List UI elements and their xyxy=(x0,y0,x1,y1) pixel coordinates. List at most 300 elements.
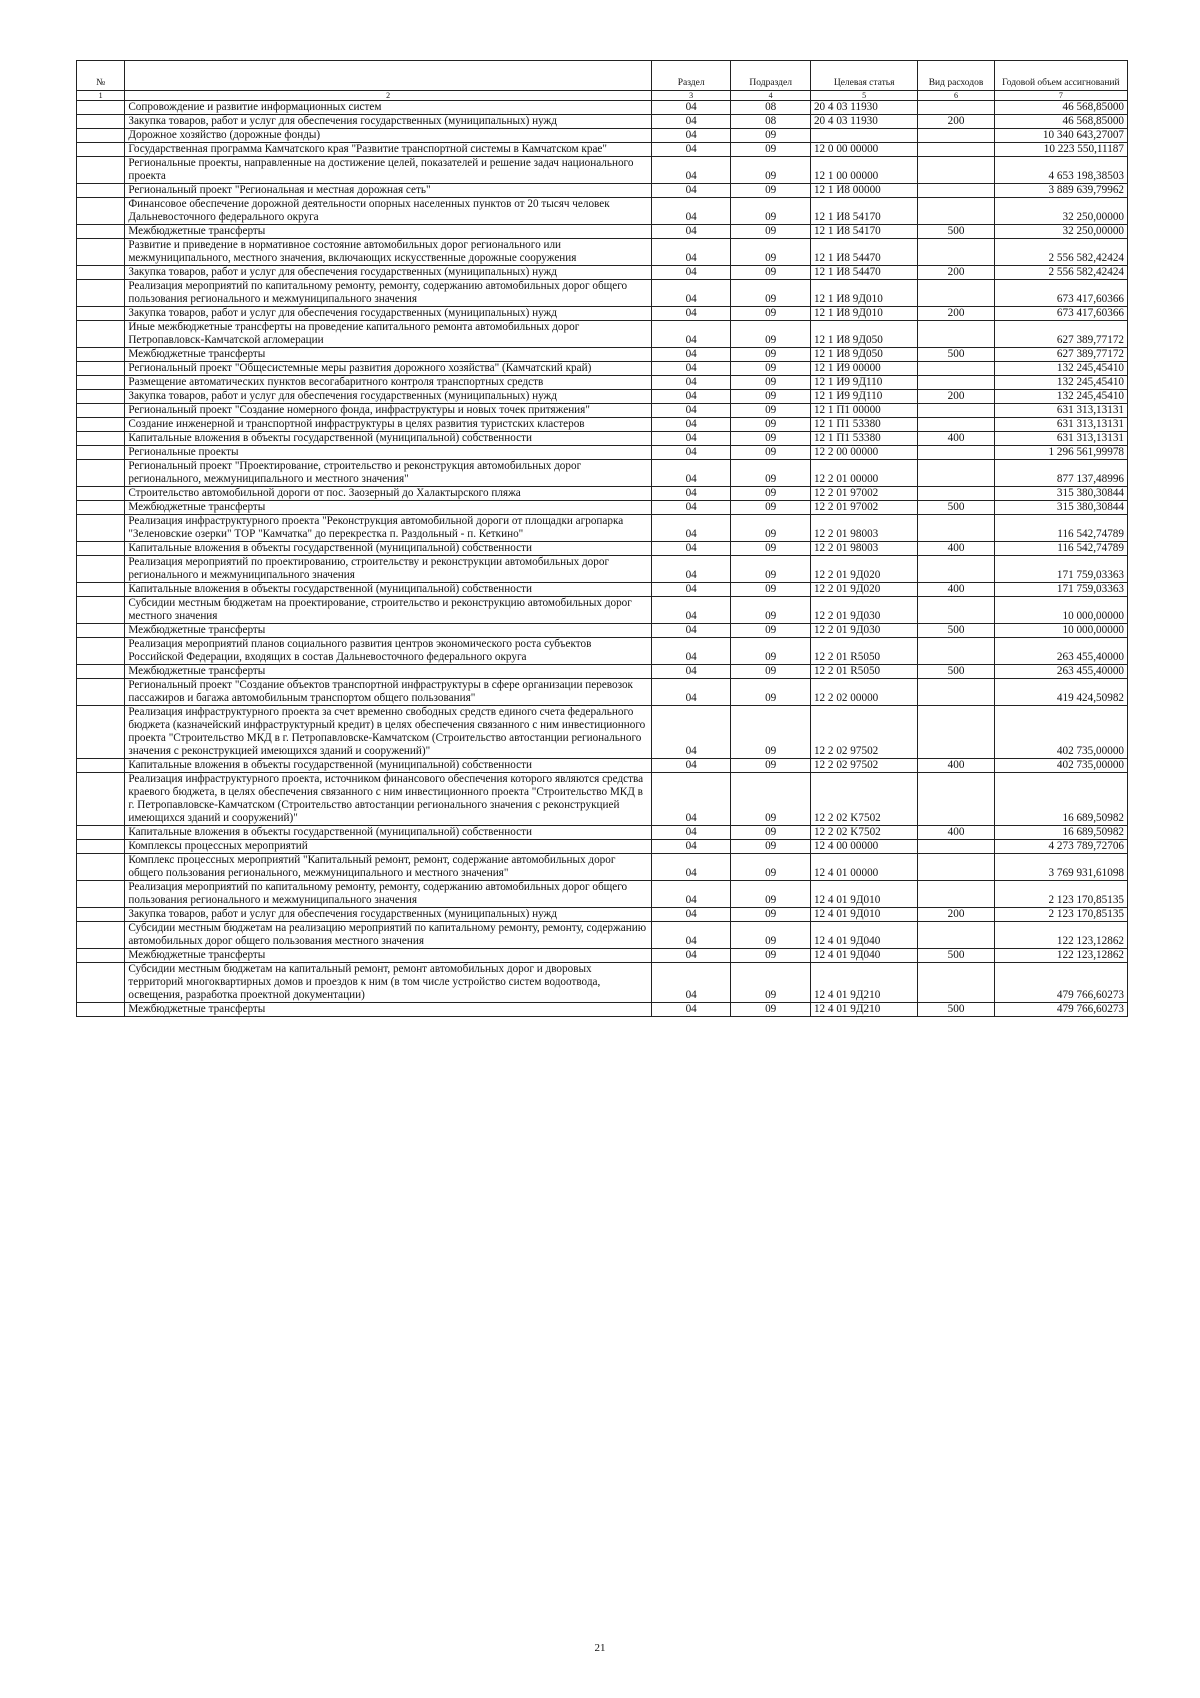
row-name: Межбюджетные трансферты xyxy=(125,1003,652,1017)
row-amount: 122 123,12862 xyxy=(994,922,1127,949)
row-target-item: 12 1 И8 54470 xyxy=(810,239,917,266)
row-number-cell xyxy=(77,922,125,949)
row-subsection: 09 xyxy=(731,321,811,348)
row-target-item: 12 1 И8 9Д010 xyxy=(810,280,917,307)
row-section: 04 xyxy=(651,280,731,307)
row-subsection: 09 xyxy=(731,501,811,515)
row-number-cell xyxy=(77,129,125,143)
row-amount: 3 769 931,61098 xyxy=(994,854,1127,881)
row-expense-type xyxy=(918,515,994,542)
table-row xyxy=(77,908,1128,922)
row-number-cell xyxy=(77,307,125,321)
row-expense-type: 200 xyxy=(918,266,994,280)
row-number-cell xyxy=(77,840,125,854)
row-subsection: 09 xyxy=(731,225,811,239)
row-target-item: 12 2 02 K7502 xyxy=(810,773,917,826)
row-subsection: 09 xyxy=(731,280,811,307)
row-number-cell xyxy=(77,184,125,198)
row-name: Реализация инфраструктурного проекта "Реконструкция автомобильной дороги от площадки агропарка "Зеленовские озерки" ТОР "Камчатка" до перекрестка п. Раздольный - п. Кеткино" xyxy=(125,515,652,542)
row-target-item: 12 2 02 K7502 xyxy=(810,826,917,840)
table-row xyxy=(77,542,1128,556)
table-row xyxy=(77,881,1128,908)
row-section: 04 xyxy=(651,362,731,376)
row-amount: 3 889 639,79962 xyxy=(994,184,1127,198)
row-amount: 4 273 789,72706 xyxy=(994,840,1127,854)
row-name: Реализация инфраструктурного проекта за счет временно свободных средств единого счета федерального бюджета (казначейский инфраструктурный кредит) в целях обеспечения связанного с ним инвестиционного проекта "Строительство МКД в г. Петропавловске-Камчатском (Строительство автостанции регионального значения с реконструкцией имеющихся зданий и сооружений)" xyxy=(125,706,652,759)
table-row xyxy=(77,759,1128,773)
row-section: 04 xyxy=(651,348,731,362)
header-row xyxy=(77,61,1128,91)
row-section: 04 xyxy=(651,515,731,542)
row-subsection: 09 xyxy=(731,418,811,432)
row-subsection: 09 xyxy=(731,679,811,706)
col-number: 3 xyxy=(651,91,731,101)
row-expense-type xyxy=(918,198,994,225)
row-amount: 16 689,50982 xyxy=(994,773,1127,826)
row-target-item: 12 4 01 9Д210 xyxy=(810,963,917,1003)
row-target-item: 12 1 00 00000 xyxy=(810,157,917,184)
row-subsection: 09 xyxy=(731,542,811,556)
row-target-item: 12 2 01 98003 xyxy=(810,515,917,542)
row-amount: 2 123 170,85135 xyxy=(994,881,1127,908)
row-number-cell xyxy=(77,239,125,266)
row-subsection: 09 xyxy=(731,446,811,460)
row-subsection: 09 xyxy=(731,908,811,922)
row-section: 04 xyxy=(651,949,731,963)
row-number-cell xyxy=(77,143,125,157)
row-number-cell xyxy=(77,706,125,759)
table-row xyxy=(77,376,1128,390)
row-expense-type: 200 xyxy=(918,307,994,321)
row-number-cell xyxy=(77,515,125,542)
row-subsection: 09 xyxy=(731,266,811,280)
table-row xyxy=(77,515,1128,542)
row-name: Региональный проект "Создание номерного фонда, инфраструктуры и новых точек притяжения" xyxy=(125,404,652,418)
row-name: Региональные проекты, направленные на достижение целей, показателей и решение задач национального проекта xyxy=(125,157,652,184)
col-header-expense-type: Вид расходов xyxy=(918,61,994,91)
row-section: 04 xyxy=(651,840,731,854)
row-expense-type: 200 xyxy=(918,115,994,129)
row-section: 04 xyxy=(651,404,731,418)
row-expense-type xyxy=(918,280,994,307)
column-number-row xyxy=(77,91,1128,101)
row-name: Создание инженерной и транспортной инфраструктуры в целях развития туристских кластеров xyxy=(125,418,652,432)
row-number-cell xyxy=(77,665,125,679)
row-expense-type xyxy=(918,101,994,115)
row-name: Региональный проект "Региональная и местная дорожная сеть" xyxy=(125,184,652,198)
row-number-cell xyxy=(77,225,125,239)
row-expense-type xyxy=(918,922,994,949)
row-amount: 631 313,13131 xyxy=(994,418,1127,432)
row-amount: 315 380,30844 xyxy=(994,501,1127,515)
row-amount: 2 556 582,42424 xyxy=(994,239,1127,266)
row-amount: 10 223 550,11187 xyxy=(994,143,1127,157)
row-number-cell xyxy=(77,773,125,826)
row-section: 04 xyxy=(651,854,731,881)
table-row xyxy=(77,143,1128,157)
row-number-cell xyxy=(77,157,125,184)
row-expense-type: 400 xyxy=(918,826,994,840)
table-body xyxy=(77,101,1128,1017)
row-section: 04 xyxy=(651,418,731,432)
row-target-item: 20 4 03 11930 xyxy=(810,101,917,115)
row-amount: 46 568,85000 xyxy=(994,101,1127,115)
row-subsection: 09 xyxy=(731,515,811,542)
row-name: Межбюджетные трансферты xyxy=(125,225,652,239)
row-number-cell xyxy=(77,963,125,1003)
row-section: 04 xyxy=(651,198,731,225)
row-number-cell xyxy=(77,418,125,432)
row-subsection: 09 xyxy=(731,963,811,1003)
row-section: 04 xyxy=(651,129,731,143)
row-expense-type xyxy=(918,638,994,665)
row-amount: 10 340 643,27007 xyxy=(994,129,1127,143)
row-subsection: 09 xyxy=(731,597,811,624)
table-row xyxy=(77,963,1128,1003)
row-number-cell xyxy=(77,597,125,624)
row-number-cell xyxy=(77,432,125,446)
row-number-cell xyxy=(77,348,125,362)
row-target-item: 12 1 И9 9Д110 xyxy=(810,390,917,404)
row-target-item: 12 4 01 9Д010 xyxy=(810,908,917,922)
row-expense-type: 500 xyxy=(918,348,994,362)
row-subsection: 09 xyxy=(731,198,811,225)
row-target-item: 12 1 И9 00000 xyxy=(810,362,917,376)
table-row xyxy=(77,583,1128,597)
row-name: Комплексы процессных мероприятий xyxy=(125,840,652,854)
row-number-cell xyxy=(77,638,125,665)
row-target-item: 12 2 00 00000 xyxy=(810,446,917,460)
row-target-item xyxy=(810,129,917,143)
row-name: Капитальные вложения в объекты государственной (муниципальной) собственности xyxy=(125,542,652,556)
col-number: 5 xyxy=(810,91,917,101)
row-expense-type xyxy=(918,129,994,143)
row-number-cell xyxy=(77,542,125,556)
row-expense-type: 500 xyxy=(918,501,994,515)
row-name: Межбюджетные трансферты xyxy=(125,665,652,679)
row-section: 04 xyxy=(651,881,731,908)
table-row xyxy=(77,184,1128,198)
row-subsection: 09 xyxy=(731,759,811,773)
row-number-cell xyxy=(77,1003,125,1017)
row-name: Межбюджетные трансферты xyxy=(125,501,652,515)
row-section: 04 xyxy=(651,665,731,679)
table-row xyxy=(77,840,1128,854)
row-name: Региональный проект "Создание объектов транспортной инфраструктуры в сфере организации перевозок пассажиров и багажа автомобильным транспортом общего пользования" xyxy=(125,679,652,706)
row-subsection: 09 xyxy=(731,665,811,679)
budget-sheet xyxy=(76,60,1128,1017)
col-number: 4 xyxy=(731,91,811,101)
table-row xyxy=(77,129,1128,143)
row-name: Региональный проект "Общесистемные меры развития дорожного хозяйства" (Камчатский край) xyxy=(125,362,652,376)
row-subsection: 09 xyxy=(731,432,811,446)
row-expense-type xyxy=(918,446,994,460)
row-subsection: 09 xyxy=(731,624,811,638)
table-row xyxy=(77,638,1128,665)
row-amount: 419 424,50982 xyxy=(994,679,1127,706)
row-section: 04 xyxy=(651,501,731,515)
row-name: Закупка товаров, работ и услуг для обеспечения государственных (муниципальных) нужд xyxy=(125,390,652,404)
col-header-target-item: Целевая статья xyxy=(810,61,917,91)
row-subsection: 09 xyxy=(731,157,811,184)
table-row xyxy=(77,239,1128,266)
row-name: Дорожное хозяйство (дорожные фонды) xyxy=(125,129,652,143)
row-name: Межбюджетные трансферты xyxy=(125,348,652,362)
row-subsection: 09 xyxy=(731,390,811,404)
row-number-cell xyxy=(77,404,125,418)
row-target-item: 12 1 И8 9Д050 xyxy=(810,321,917,348)
row-expense-type xyxy=(918,143,994,157)
row-expense-type: 400 xyxy=(918,583,994,597)
col-header-number: № xyxy=(77,61,125,91)
row-subsection: 09 xyxy=(731,1003,811,1017)
col-header-section: Раздел xyxy=(651,61,731,91)
row-amount: 171 759,03363 xyxy=(994,556,1127,583)
row-target-item: 12 2 02 97502 xyxy=(810,759,917,773)
row-number-cell xyxy=(77,376,125,390)
row-expense-type xyxy=(918,881,994,908)
col-number: 6 xyxy=(918,91,994,101)
row-expense-type xyxy=(918,854,994,881)
row-name: Реализация мероприятий по проектированию, строительству и реконструкции автомобильных дорог регионального и межмуниципального значения xyxy=(125,556,652,583)
row-amount: 46 568,85000 xyxy=(994,115,1127,129)
row-name: Капитальные вложения в объекты государственной (муниципальной) собственности xyxy=(125,826,652,840)
row-expense-type xyxy=(918,597,994,624)
row-amount: 627 389,77172 xyxy=(994,348,1127,362)
budget-table xyxy=(76,60,1128,1017)
row-expense-type: 200 xyxy=(918,390,994,404)
row-target-item: 12 1 И8 54170 xyxy=(810,225,917,239)
row-amount: 132 245,45410 xyxy=(994,390,1127,404)
row-number-cell xyxy=(77,487,125,501)
row-target-item: 20 4 03 11930 xyxy=(810,115,917,129)
row-amount: 171 759,03363 xyxy=(994,583,1127,597)
row-section: 04 xyxy=(651,922,731,949)
row-target-item: 12 1 П1 53380 xyxy=(810,418,917,432)
row-target-item: 12 4 01 00000 xyxy=(810,854,917,881)
row-name: Субсидии местным бюджетам на проектирование, строительство и реконструкцию автомобильных дорог местного значения xyxy=(125,597,652,624)
row-name: Реализация мероприятий планов социального развития центров экономического роста субъектов Российской Федерации, входящих в состав Дальневосточного федерального округа xyxy=(125,638,652,665)
row-subsection: 09 xyxy=(731,487,811,501)
row-expense-type xyxy=(918,679,994,706)
row-amount: 2 556 582,42424 xyxy=(994,266,1127,280)
row-subsection: 09 xyxy=(731,362,811,376)
row-expense-type: 500 xyxy=(918,624,994,638)
table-row xyxy=(77,446,1128,460)
row-expense-type xyxy=(918,556,994,583)
row-subsection: 09 xyxy=(731,239,811,266)
row-name: Реализация мероприятий по капитальному ремонту, ремонту, содержанию автомобильных дорог общего пользования регионального и межмуниципального значения xyxy=(125,881,652,908)
table-row xyxy=(77,157,1128,184)
table-row xyxy=(77,418,1128,432)
row-number-cell xyxy=(77,390,125,404)
table-row xyxy=(77,922,1128,949)
table-row xyxy=(77,706,1128,759)
row-target-item: 12 1 И8 9Д050 xyxy=(810,348,917,362)
row-expense-type xyxy=(918,418,994,432)
row-subsection: 09 xyxy=(731,404,811,418)
row-section: 04 xyxy=(651,542,731,556)
row-expense-type xyxy=(918,963,994,1003)
table-row xyxy=(77,624,1128,638)
col-number: 2 xyxy=(125,91,652,101)
row-expense-type xyxy=(918,362,994,376)
row-number-cell xyxy=(77,101,125,115)
row-number-cell xyxy=(77,583,125,597)
row-amount: 263 455,40000 xyxy=(994,638,1127,665)
row-number-cell xyxy=(77,198,125,225)
row-target-item: 12 1 П1 53380 xyxy=(810,432,917,446)
row-name: Капитальные вложения в объекты государственной (муниципальной) собственности xyxy=(125,432,652,446)
row-name: Финансовое обеспечение дорожной деятельности опорных населенных пунктов от 20 тысяч человек Дальневосточного федерального округа xyxy=(125,198,652,225)
row-subsection: 09 xyxy=(731,881,811,908)
row-amount: 116 542,74789 xyxy=(994,515,1127,542)
row-name: Сопровождение и развитие информационных систем xyxy=(125,101,652,115)
table-row xyxy=(77,307,1128,321)
row-number-cell xyxy=(77,556,125,583)
row-target-item: 12 4 00 00000 xyxy=(810,840,917,854)
row-target-item: 12 2 01 97002 xyxy=(810,487,917,501)
table-row xyxy=(77,101,1128,115)
row-expense-type xyxy=(918,840,994,854)
row-number-cell xyxy=(77,759,125,773)
row-section: 04 xyxy=(651,556,731,583)
table-row xyxy=(77,1003,1128,1017)
row-subsection: 09 xyxy=(731,840,811,854)
row-number-cell xyxy=(77,908,125,922)
table-row xyxy=(77,854,1128,881)
row-section: 04 xyxy=(651,597,731,624)
row-section: 04 xyxy=(651,184,731,198)
row-expense-type: 500 xyxy=(918,665,994,679)
row-name: Комплекс процессных мероприятий "Капитальный ремонт, ремонт, содержание автомобильных дорог общего пользования регионального, межмуниципального и местного значения" xyxy=(125,854,652,881)
row-number-cell xyxy=(77,266,125,280)
row-name: Государственная программа Камчатского края "Развитие транспортной системы в Камчатском крае" xyxy=(125,143,652,157)
row-amount: 479 766,60273 xyxy=(994,963,1127,1003)
row-number-cell xyxy=(77,881,125,908)
row-name: Развитие и приведение в нормативное состояние автомобильных дорог регионального или межмуниципального, местного значения, включающих искусственные дорожные сооружения xyxy=(125,239,652,266)
row-name: Капитальные вложения в объекты государственной (муниципальной) собственности xyxy=(125,759,652,773)
row-number-cell xyxy=(77,854,125,881)
row-name: Региональный проект "Проектирование, строительство и реконструкция автомобильных дорог регионального, межмуниципального и местного значения" xyxy=(125,460,652,487)
table-row xyxy=(77,826,1128,840)
col-number: 7 xyxy=(994,91,1127,101)
row-expense-type xyxy=(918,404,994,418)
row-name: Реализация инфраструктурного проекта, источником финансового обеспечения которого являются средства краевого бюджета, в целях обеспечения связанного с ним инвестиционного проекта "Строительство МКД в г. Петропавловске-Камчатском (Строительство автостанции регионального значения с реконструкцией имеющихся зданий и сооружений)" xyxy=(125,773,652,826)
row-amount: 10 000,00000 xyxy=(994,597,1127,624)
row-section: 04 xyxy=(651,432,731,446)
table-row xyxy=(77,362,1128,376)
row-section: 04 xyxy=(651,266,731,280)
table-row xyxy=(77,949,1128,963)
row-name: Закупка товаров, работ и услуг для обеспечения государственных (муниципальных) нужд xyxy=(125,307,652,321)
row-section: 04 xyxy=(651,115,731,129)
table-row xyxy=(77,225,1128,239)
row-subsection: 09 xyxy=(731,376,811,390)
row-amount: 631 313,13131 xyxy=(994,432,1127,446)
row-section: 04 xyxy=(651,908,731,922)
row-section: 04 xyxy=(651,143,731,157)
row-target-item: 12 2 01 R5050 xyxy=(810,638,917,665)
row-amount: 116 542,74789 xyxy=(994,542,1127,556)
row-section: 04 xyxy=(651,1003,731,1017)
row-subsection: 09 xyxy=(731,922,811,949)
table-row xyxy=(77,487,1128,501)
row-section: 04 xyxy=(651,101,731,115)
row-target-item: 12 1 П1 00000 xyxy=(810,404,917,418)
row-expense-type: 400 xyxy=(918,432,994,446)
row-expense-type: 400 xyxy=(918,542,994,556)
row-section: 04 xyxy=(651,759,731,773)
row-amount: 631 313,13131 xyxy=(994,404,1127,418)
table-row xyxy=(77,348,1128,362)
row-expense-type: 500 xyxy=(918,949,994,963)
row-subsection: 09 xyxy=(731,826,811,840)
row-expense-type xyxy=(918,321,994,348)
table-row xyxy=(77,432,1128,446)
table-row xyxy=(77,404,1128,418)
row-target-item: 12 2 01 9Д030 xyxy=(810,624,917,638)
table-row xyxy=(77,679,1128,706)
row-section: 04 xyxy=(651,706,731,759)
row-amount: 16 689,50982 xyxy=(994,826,1127,840)
row-amount: 132 245,45410 xyxy=(994,362,1127,376)
row-subsection: 09 xyxy=(731,460,811,487)
row-section: 04 xyxy=(651,225,731,239)
row-section: 04 xyxy=(651,773,731,826)
row-section: 04 xyxy=(651,963,731,1003)
row-name: Закупка товаров, работ и услуг для обеспечения государственных (муниципальных) нужд xyxy=(125,266,652,280)
row-subsection: 09 xyxy=(731,307,811,321)
row-section: 04 xyxy=(651,376,731,390)
row-number-cell xyxy=(77,280,125,307)
row-amount: 673 417,60366 xyxy=(994,307,1127,321)
row-subsection: 09 xyxy=(731,854,811,881)
row-amount: 10 000,00000 xyxy=(994,624,1127,638)
row-number-cell xyxy=(77,679,125,706)
row-number-cell xyxy=(77,321,125,348)
row-subsection: 09 xyxy=(731,556,811,583)
col-header-subsection: Подраздел xyxy=(731,61,811,91)
row-amount: 2 123 170,85135 xyxy=(994,908,1127,922)
table-row xyxy=(77,501,1128,515)
table-row xyxy=(77,280,1128,307)
col-header-name xyxy=(125,61,652,91)
row-name: Региональные проекты xyxy=(125,446,652,460)
row-target-item: 12 1 И8 54170 xyxy=(810,198,917,225)
row-subsection: 09 xyxy=(731,706,811,759)
row-amount: 122 123,12862 xyxy=(994,949,1127,963)
row-subsection: 09 xyxy=(731,143,811,157)
row-amount: 673 417,60366 xyxy=(994,280,1127,307)
col-number: 1 xyxy=(77,91,125,101)
row-number-cell xyxy=(77,949,125,963)
table-row xyxy=(77,266,1128,280)
row-expense-type xyxy=(918,706,994,759)
row-section: 04 xyxy=(651,307,731,321)
row-name: Субсидии местным бюджетам на капитальный ремонт, ремонт автомобильных дорог и дворовых территорий многоквартирных домов и проездов к ним (в том числе устройство систем водоотвода, освещения, разработка проектной документации) xyxy=(125,963,652,1003)
row-section: 04 xyxy=(651,583,731,597)
col-header-annual-volume: Годовой объем ассигнований xyxy=(994,61,1127,91)
row-expense-type xyxy=(918,376,994,390)
row-section: 04 xyxy=(651,679,731,706)
table-row xyxy=(77,773,1128,826)
row-expense-type: 500 xyxy=(918,1003,994,1017)
table-row xyxy=(77,115,1128,129)
row-name: Межбюджетные трансферты xyxy=(125,624,652,638)
row-target-item: 12 2 01 9Д020 xyxy=(810,583,917,597)
row-amount: 402 735,00000 xyxy=(994,759,1127,773)
